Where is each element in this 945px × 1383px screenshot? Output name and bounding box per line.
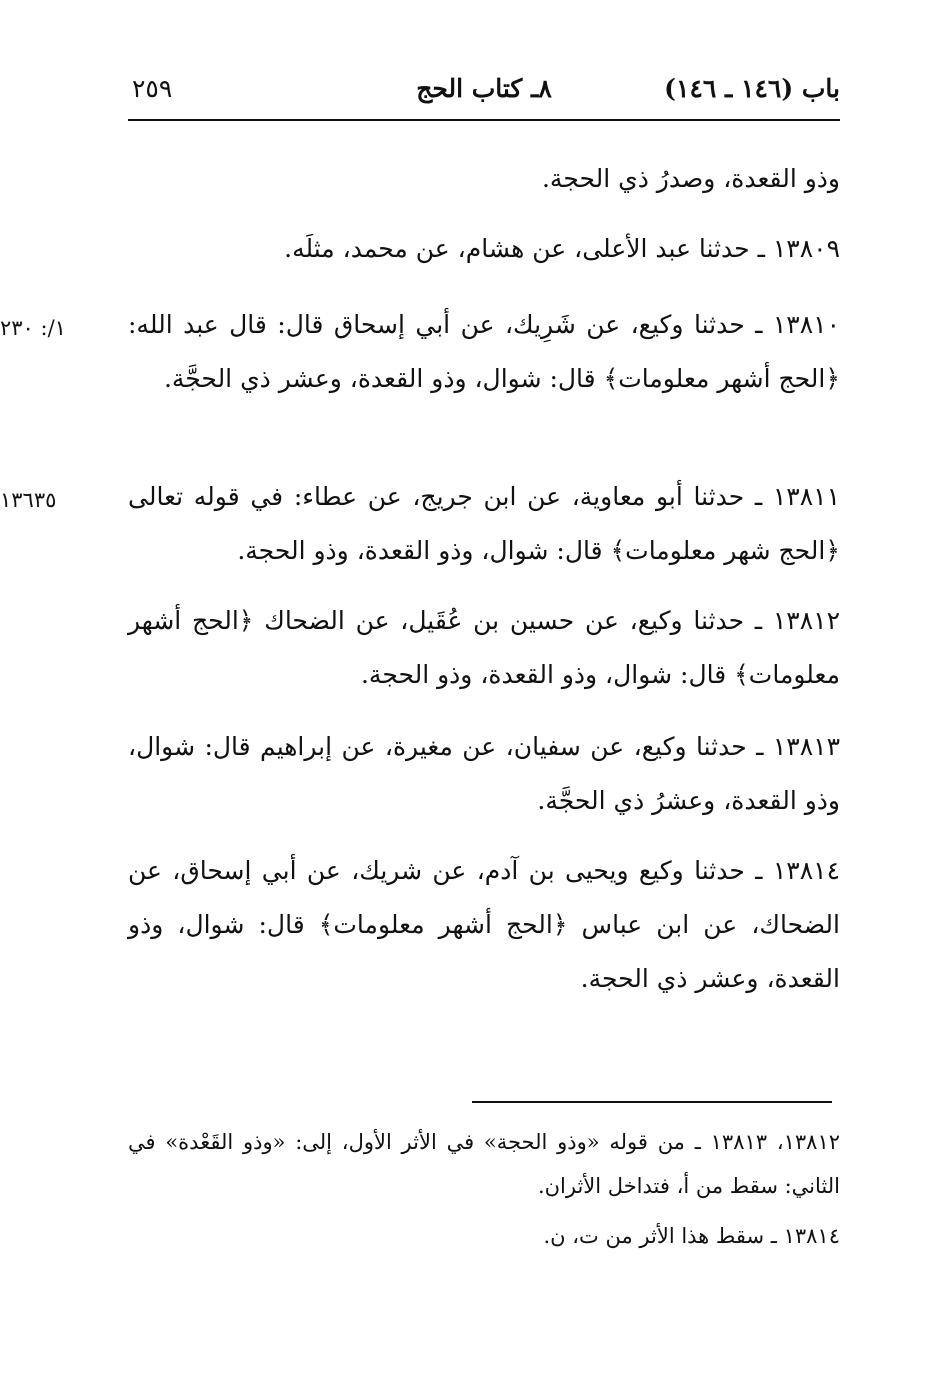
footnote: ١٣٨١٤ ـ سقط هذا الأثر من ت، ن. [543, 1224, 840, 1248]
footnote: ١٣٨١٢، ١٣٨١٣ ـ من قوله «وذو الحجة» في الأثر الأول، إلى: «وذو القَعْدة» في الثاني: سقط من أ، فتداخل الأثران. [128, 1130, 841, 1198]
paragraph-continuation: وذو القعدة، وصدرُ ذي الحجة. [541, 164, 840, 193]
header-divider [128, 119, 840, 121]
hadith-13812: ١٣٨١٢ ـ حدثنا وكيع، عن حسين بن عُقَيل، عن الضحاك ﴿الحج أشهر معلومات﴾ قال: شوال، وذو القعدة، وذو الحجة. [128, 606, 840, 689]
margin-reference: ١/: ٢٣٠ [0, 316, 66, 340]
section-range: باب (١٤٦ ـ ١٤٦) [664, 74, 840, 103]
hadith-13811: ١٣٨١١ ـ حدثنا أبو معاوية، عن ابن جريج، عن عطاء: في قوله تعالى ﴿الحج شهر معلومات﴾ قال: شوال، وذو القعدة، وذو الحجة. [128, 482, 840, 565]
hadith-13814: ١٣٨١٤ ـ حدثنا وكيع ويحيى بن آدم، عن شريك، عن أبي إسحاق، عن الضحاك، عن ابن عباس ﴿الحج أشهر معلومات﴾ قال: شوال، وذو القعدة، وعشر ذي الحجة. [128, 856, 840, 993]
margin-reference: ١٣٦٣٥ [0, 488, 57, 512]
hadith-13809: ١٣٨٠٩ ـ حدثنا عبد الأعلى، عن هشام، عن محمد، مثلَه. [284, 234, 840, 263]
page-header [128, 68, 840, 116]
footnote-divider [472, 1101, 832, 1103]
hadith-13813: ١٣٨١٣ ـ حدثنا وكيع، عن سفيان، عن مغيرة، عن إبراهيم قال: شوال، وذو القعدة، وعشرُ ذي الحجَّة. [128, 732, 840, 815]
page-number: ٢٥٩ [132, 74, 173, 103]
chapter-title: ٨ـ كتاب الحج [416, 74, 552, 103]
hadith-13810: ١٣٨١٠ ـ حدثنا وكيع، عن شَرِيك، عن أبي إسحاق قال: قال عبد الله: ﴿الحج أشهر معلومات﴾ قال: شوال، وذو القعدة، وعشر ذي الحجَّة. [128, 310, 840, 393]
